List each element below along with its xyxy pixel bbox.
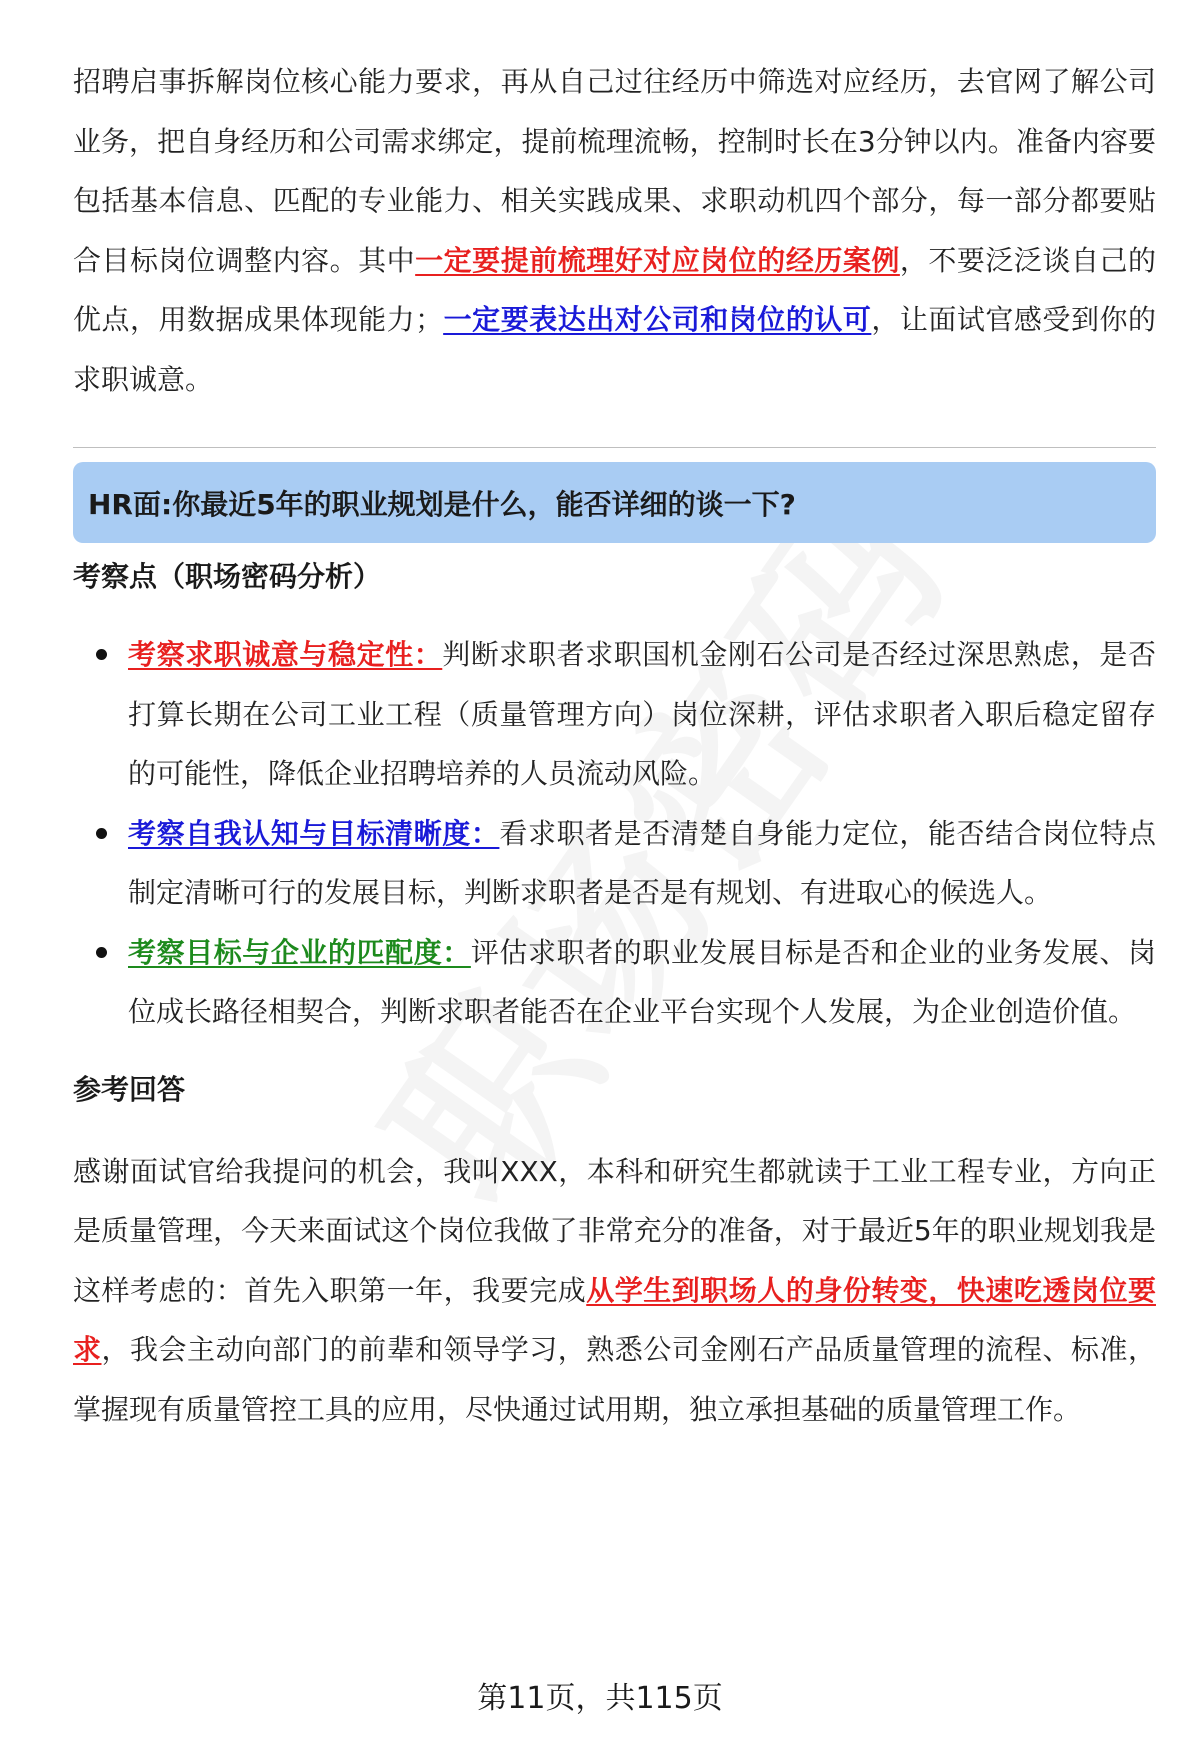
bullet-dot-icon bbox=[96, 947, 107, 958]
analysis-item-text: 看求职者是否清楚自身能力定位，能否结合岗位特点制定清晰可行的发展目标，判断求职者是否是有规划、有进取心的候选人。 bbox=[128, 816, 1156, 909]
answer-paragraph bbox=[73, 1142, 1156, 1440]
section-divider bbox=[73, 447, 1156, 448]
intro-text-2: ，不要泛泛谈自己的优点，用数据成果体现能力； bbox=[73, 243, 1156, 336]
answer-text-1: 感谢面试官给我提问的机会，我叫XXX，本科和研究生都就读于工业工程专业，方向正是质量管理，今天来面试这个岗位我做了非常充分的准备，对于最近5年的职业规划我是这样考虑的：首先入职第一年，我要完成 bbox=[73, 1154, 1156, 1307]
analysis-list bbox=[73, 625, 1156, 1042]
question-box bbox=[73, 462, 1156, 543]
analysis-title: 考察点（职场密码分析） bbox=[73, 560, 382, 593]
analysis-item-label: 考察目标与企业的匹配度： bbox=[128, 935, 471, 969]
bullet-dot-icon bbox=[96, 828, 107, 839]
intro-paragraph bbox=[73, 52, 1156, 409]
question-text: HR面:你最近5年的职业规划是什么，能否详细的谈一下? bbox=[88, 487, 796, 521]
analysis-item-text: 判断求职者求职国机金刚石公司是否经过深思熟虑，是否打算长期在公司工业工程（质量管理方向）岗位深耕，评估求职者入职后稳定留存的可能性，降低企业招聘培养的人员流动风险。 bbox=[128, 638, 1156, 790]
answer-highlight-transition: 从学生到职场人的身份转变，快速吃透岗位要求 bbox=[73, 1273, 1156, 1366]
analysis-item bbox=[73, 625, 1156, 804]
analysis-item bbox=[73, 923, 1156, 1042]
page-number: 第11页，共115页 bbox=[477, 1681, 723, 1716]
answer-text-2: ，我会主动向部门的前辈和领导学习，熟悉公司金刚石产品质量管理的流程、标准，掌握现有质量管控工具的应用，尽快通过试用期，独立承担基础的质量管理工作。 bbox=[73, 1333, 1156, 1426]
intro-highlight-experience: 一定要提前梳理好对应岗位的经历案例 bbox=[415, 243, 900, 277]
analysis-item-text: 评估求职者的职业发展目标是否和企业的业务发展、岗位成长路径相契合，判断求职者能否在企业平台实现个人发展，为企业创造价值。 bbox=[128, 935, 1156, 1028]
intro-text-3: ，让面试官感受到你的求职诚意。 bbox=[73, 303, 1156, 396]
analysis-item bbox=[73, 804, 1156, 923]
document-page bbox=[73, 52, 1156, 1439]
intro-text-1: 招聘启事拆解岗位核心能力要求，再从自己过往经历中筛选对应经历，去官网了解公司业务，把自身经历和公司需求绑定，提前梳理流畅，控制时长在3分钟以内。准备内容要包括基本信息、匹配的专业能力、相关实践成果、求职动机四个部分，每一部分都要贴合目标岗位调整内容。其中 bbox=[73, 65, 1156, 277]
answer-title: 参考回答 bbox=[73, 1072, 186, 1106]
intro-highlight-recognition: 一定要表达出对公司和岗位的认可 bbox=[443, 303, 872, 336]
analysis-item-label: 考察自我认知与目标清晰度： bbox=[128, 816, 500, 850]
analysis-item-label: 考察求职诚意与稳定性： bbox=[128, 638, 443, 671]
bullet-dot-icon bbox=[96, 649, 107, 660]
